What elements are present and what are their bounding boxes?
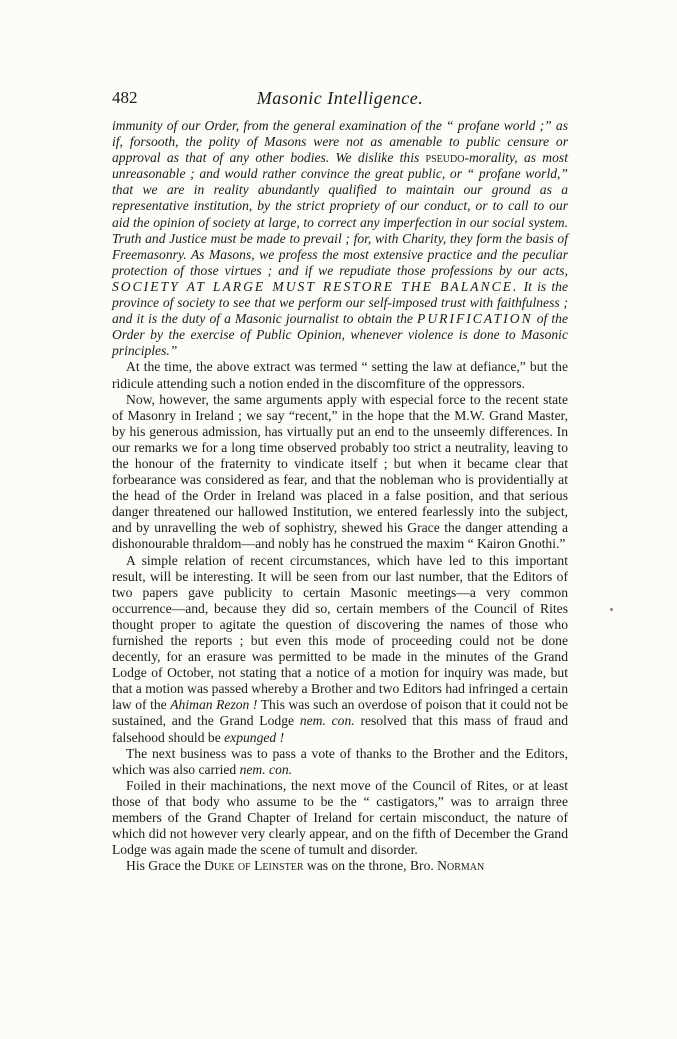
paragraph xyxy=(112,858,568,874)
paragraph-text: resolved that this mass of fraud and falsehood should be xyxy=(112,713,568,745)
nem-con-italic: nem. con. xyxy=(299,713,355,729)
expunged-italic: expunged ! xyxy=(224,729,285,745)
paragraph: Foiled in their machinations, the next move of the Council of Rites, or at least those of that body who assume to be the “ castigators,” was to arraign three members of the Grand Chapter of Ireland for certain misconduct, the nature of which did not however very clearly appear, and on the fifth of December the Grand Lodge was again made the scene of tumult and disorder. xyxy=(112,777,568,858)
paragraph-text: This was such an overdose of poison that it could not be sustained, and the Grand Lodge xyxy=(112,697,568,729)
nem-con-italic: nem. con. xyxy=(239,761,293,777)
paragraph-text: His Grace the xyxy=(126,858,205,874)
page-header xyxy=(112,88,568,112)
paragraph-text: was on the throne, Bro. xyxy=(303,858,438,874)
duke-of-leinster: Duke of Leinster xyxy=(204,858,304,874)
paragraph-text: The next business was to pass a vote of thanks to the Brother and the Editors, which was also carried xyxy=(112,745,568,777)
quote-society-emphasis: SOCIETY AT LARGE MUST RESTORE THE BALANCE. xyxy=(112,278,519,294)
quote-text-4: of the Order by the exercise of Public Opinion, whenever violence is done to Masonic principles.” xyxy=(112,311,568,359)
quote-text-1: immunity of our Order, from the general examination of the “ profane world ;” as if, forsooth, the polity of Masons were not as amenable to public censure or approval as that of any other bodies. We dislike this xyxy=(112,118,568,166)
paragraph xyxy=(112,553,568,746)
paragraph-text: A simple relation of recent circumstances, which have led to this important result, will be interesting. It will be seen from our last number, that the Editors of two papers gave publicity to certain Masonic meetings—a very common occurrence—and, because they did so, certain members of the Council of Rites thought proper to agitate the question of discovering the names of those who furnished the reports ; but even this mode of proceeding could not be done decently, for an erasure was permitted to be made in the minutes of the Grand Lodge of October, not stating that a notice of a motion for inquiry was made, but that a motion was passed whereby a Brother and two Editors had infringed a certain law of the xyxy=(112,552,569,713)
quoted-extract xyxy=(112,118,568,359)
quote-purification-emphasis: PURIFICATION xyxy=(417,311,533,327)
quote-text-3: It is the province of society to see that we perform our self-imposed trust with faithfulness ; and it is the duty of a Masonic journalist to obtain the xyxy=(112,278,568,327)
quote-pseudo: pseudo xyxy=(425,150,465,166)
paragraph: Now, however, the same arguments apply with especial force to the recent state of Masonry in Ireland ; we say “recent,” in the hope that the M.W. Grand Master, by his generous admission, has virtually put an end to the unseemly differences. In our remarks we for a long time observed probably too strict a neutrality, leaving to the honour of the fraternity to vindicate itself ; but when it became clear that forbearance was considered as fear, and that the nobleman who is providentially at the head of the Order in Ireland was placed in a false position, and that serious danger threatened our hallowed Institution, we entered fearlessly into the subject, and by unravelling the web of sophistry, shewed his Grace the danger attending a dishonourable thraldom—and nobly has he construed the maxim “ Kairon Gnothi.” xyxy=(112,391,568,552)
page-speck xyxy=(610,608,613,611)
running-title: Masonic Intelligence. xyxy=(256,88,424,108)
ahiman-rezon-italic: Ahiman Rezon ! xyxy=(170,697,258,713)
paragraph xyxy=(112,746,568,778)
paragraph: At the time, the above extract was termed “ setting the law at defiance,” but the ridicule attending such a notion ended in the discomfiture of the oppressors. xyxy=(112,359,568,391)
page-number: 482 xyxy=(112,88,138,107)
bro-norman: Norman xyxy=(437,858,485,874)
article-body xyxy=(112,118,568,874)
quote-text-2: -morality, as most unreasonable ; and would rather convince the great public, or “ profane world,” that we are in reality abundantly qualified to maintain our ground as a representative institution, by the strict propriety of our conduct, or to call to our aid the opinion of society at large, to correct any imperfection in our social system. Truth and Justice must be made to prevail ; for, with Charity, they form the basis of Freemasonry. As Masons, we profess the most extensive practice and the peculiar protection of those virtues ; and if we repudiate those professions by our acts, xyxy=(112,150,568,278)
